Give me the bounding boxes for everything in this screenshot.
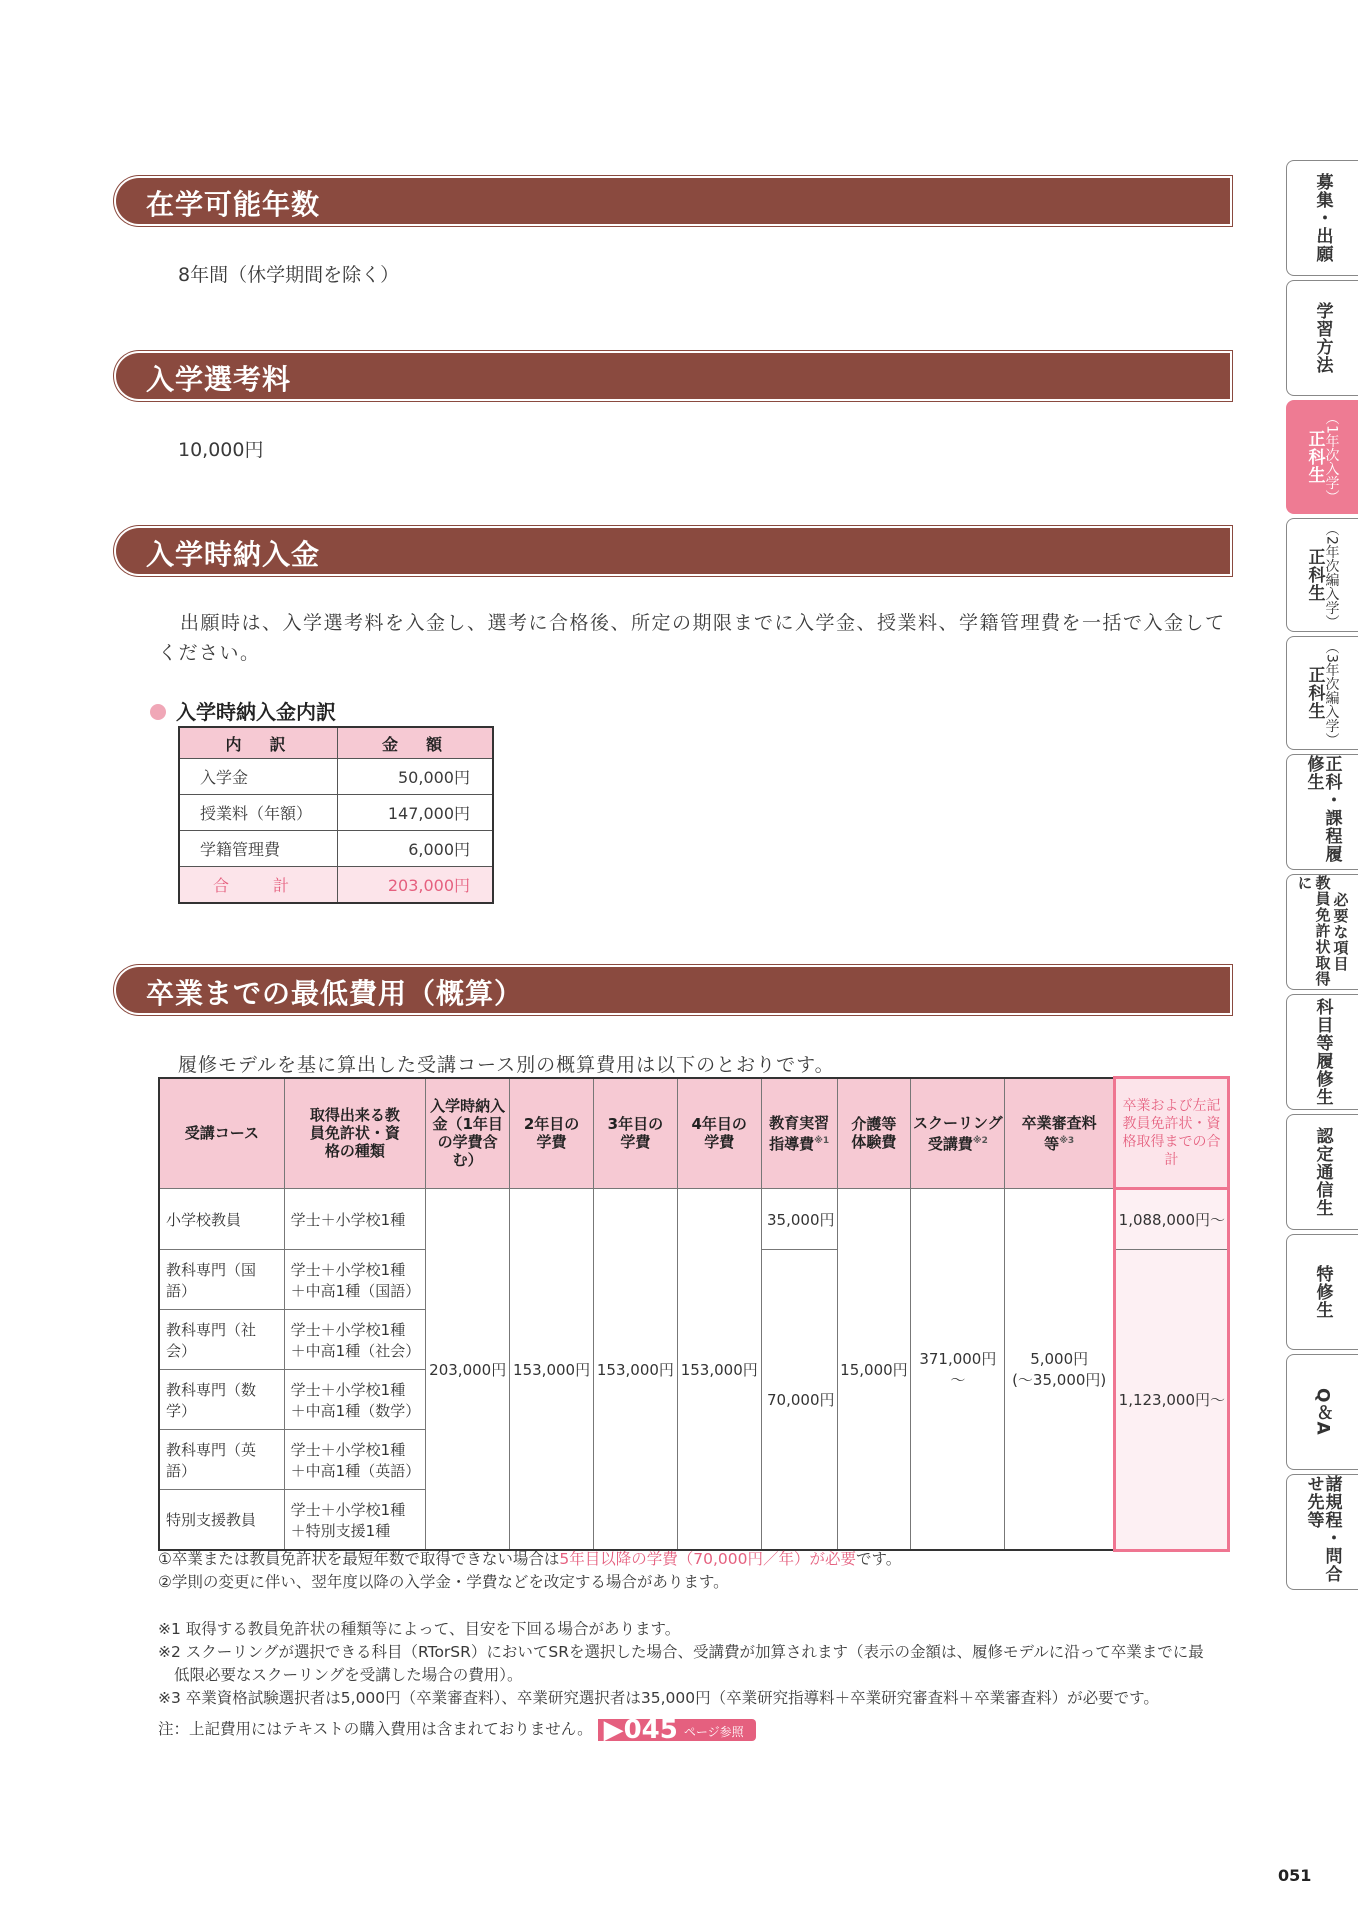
header-license: 取得出来る教員免許状・資格の種類: [284, 1078, 426, 1189]
license-cell: 学士＋小学校1種＋中高1種（国語）: [284, 1250, 426, 1310]
course-cell: 教科専門（数学）: [159, 1370, 284, 1430]
header-year3: 3年目の学費: [593, 1078, 677, 1189]
course-cell: 特別支援教員: [159, 1490, 284, 1551]
section-title: 在学可能年数: [146, 188, 321, 221]
header-schooling: スクーリング受講費$^{※2}$: [911, 1078, 1005, 1189]
license-cell: 学士＋小学校1種＋中高1種（数学）: [284, 1370, 426, 1430]
tab-regular-3rd-year[interactable]: 正科生 （3年次編入学）: [1286, 636, 1358, 750]
year2-cell: 153,000円: [510, 1189, 594, 1551]
section-title: 卒業までの最低費用（概算）: [146, 977, 524, 1010]
care-cell: 15,000円: [837, 1189, 911, 1551]
section-header-admission-payment: [116, 528, 1230, 574]
grad-cell: 5,000円 (～35,000円): [1005, 1189, 1115, 1551]
section-header-years: [116, 178, 1230, 224]
caution-text: 注：上記費用にはテキストの購入費用は含まれておりません。: [158, 1720, 593, 1738]
table-row: [179, 831, 493, 867]
license-cell: 学士＋小学校1種＋特別支援1種: [284, 1490, 426, 1551]
table-header-row: [179, 727, 493, 759]
course-cell: 教科専門（英語）: [159, 1430, 284, 1490]
page-reference-link[interactable]: ▶045 ページ参照: [598, 1719, 756, 1741]
tab-regular-1st-year[interactable]: 正科生 （1年次入学）: [1286, 400, 1358, 514]
total-cell: 1,123,000円～: [1115, 1250, 1229, 1551]
bullet-dot-icon: [150, 704, 166, 720]
row-amount: 147,000円: [338, 795, 494, 831]
table-notes: [158, 1548, 901, 1594]
year4-cell: 153,000円: [677, 1189, 761, 1551]
admission-paragraph: 出願時は、入学選考料を入金し、選考に合格後、所定の期限までに入学金、授業料、学籍管理費を一括で入金してください。: [158, 612, 1226, 664]
course-cell: 小学校教員: [159, 1189, 284, 1250]
min-cost-table: [158, 1076, 1230, 1552]
row-amount: 6,000円: [338, 831, 494, 867]
tab-certified-student[interactable]: 認定通信生: [1286, 1114, 1358, 1230]
tab-teacher-license[interactable]: 教員免許状取得に 必要な項目: [1286, 874, 1358, 990]
header-course: 受講コース: [159, 1078, 284, 1189]
section-header-exam-fee: [116, 353, 1230, 399]
license-cell: 学士＋小学校1種＋中高1種（社会）: [284, 1310, 426, 1370]
header-admission: 入学時納入金（1年目の学費含む）: [426, 1078, 510, 1189]
years-value: 8年間（休学期間を除く）: [178, 264, 400, 286]
practice-cell: 35,000円: [761, 1189, 837, 1250]
practice-cell: 70,000円: [761, 1250, 837, 1551]
admission-breakdown-heading: 入学時納入金内訳: [150, 696, 336, 725]
total-cell: 1,088,000円～: [1115, 1189, 1229, 1250]
note-1: ①卒業または教員免許状を最短年数で取得できない場合は5年目以降の学費（70,000円／年）が必要です。: [158, 1550, 902, 1568]
section-title: 入学時納入金: [146, 538, 321, 571]
section-header-min-cost: [116, 967, 1230, 1013]
table-header-row: [159, 1078, 1229, 1189]
header-amount: 金 額: [338, 727, 494, 759]
header-year4: 4年目の学費: [677, 1078, 761, 1189]
header-total: 卒業および左記教員免許状・資格取得までの合計: [1115, 1078, 1229, 1189]
page-number: 051: [1278, 1866, 1312, 1885]
note-2: ②学則の変更に伴い、翌年度以降の入学金・学費などを改定する場合があります。: [158, 1573, 729, 1591]
year3-cell: 153,000円: [593, 1189, 677, 1551]
row-item: 入学金: [179, 759, 338, 795]
arrow-right-icon: ▶: [603, 1714, 624, 1745]
footnote-3: ※3 卒業資格試験選択者は5,000円（卒業審査料）、卒業研究選択者は35,000円（卒業研究指導料＋卒業研究審査料＋卒業審査料）が必要です。: [158, 1689, 1159, 1707]
tab-qa[interactable]: Q＆A: [1286, 1354, 1358, 1470]
table-row: [179, 795, 493, 831]
license-cell: 学士＋小学校1種＋中高1種（英語）: [284, 1430, 426, 1490]
section-title: 入学選考料: [146, 363, 292, 396]
total-label: 合 計: [179, 867, 338, 904]
header-item: 内 訳: [179, 727, 338, 759]
table-row: [179, 759, 493, 795]
course-cell: 教科専門（国語）: [159, 1250, 284, 1310]
header-grad: 卒業審査料等$^{※3}$: [1005, 1078, 1115, 1189]
footnote-2-cont: 低限必要なスクーリングを受講した場合の費用）。: [174, 1666, 523, 1684]
row-amount: 50,000円: [338, 759, 494, 795]
table-row: [159, 1189, 1229, 1250]
admission-cell: 203,000円: [426, 1189, 510, 1551]
header-care: 介護等体験費: [837, 1078, 911, 1189]
schooling-cell: 371,000円～: [911, 1189, 1005, 1551]
tab-regulations-contact[interactable]: 諸規程・問合せ先等: [1286, 1474, 1358, 1590]
admission-breakdown-table: [178, 726, 494, 904]
total-amount: 203,000円: [338, 867, 494, 904]
tab-study-method[interactable]: 学習方法: [1286, 280, 1358, 396]
header-year2: 2年目の学費: [510, 1078, 594, 1189]
tab-special-student[interactable]: 特修生: [1286, 1234, 1358, 1350]
row-item: 学籍管理費: [179, 831, 338, 867]
course-cell: 教科専門（社会）: [159, 1310, 284, 1370]
tab-course-student[interactable]: 正科・課程履修生: [1286, 754, 1358, 870]
caution-line: [158, 1714, 756, 1745]
footnote-1: ※1 取得する教員免許状の種類等によって、目安を下回る場合があります。: [158, 1620, 681, 1638]
footnote-2: ※2 スクーリングが選択できる科目（RTorSR）においてSRを選択した場合、受講費が加算されます（表示の金額は、履修モデルに沿って卒業までに最: [158, 1643, 1204, 1661]
tab-regular-2nd-year[interactable]: 正科生 （2年次編入学）: [1286, 518, 1358, 632]
total-row: [179, 867, 493, 904]
footnotes: [158, 1618, 1238, 1710]
exam-fee-value: 10,000円: [178, 439, 264, 461]
license-cell: 学士＋小学校1種: [284, 1189, 426, 1250]
tab-recruitment[interactable]: 募集・出願: [1286, 160, 1358, 276]
header-practice: 教育実習指導費$^{※1}$: [761, 1078, 837, 1189]
tab-subject-student[interactable]: 科目等履修生: [1286, 994, 1358, 1110]
min-cost-intro: 履修モデルを基に算出した受講コース別の概算費用は以下のとおりです。: [178, 1054, 835, 1076]
row-item: 授業料（年額）: [179, 795, 338, 831]
